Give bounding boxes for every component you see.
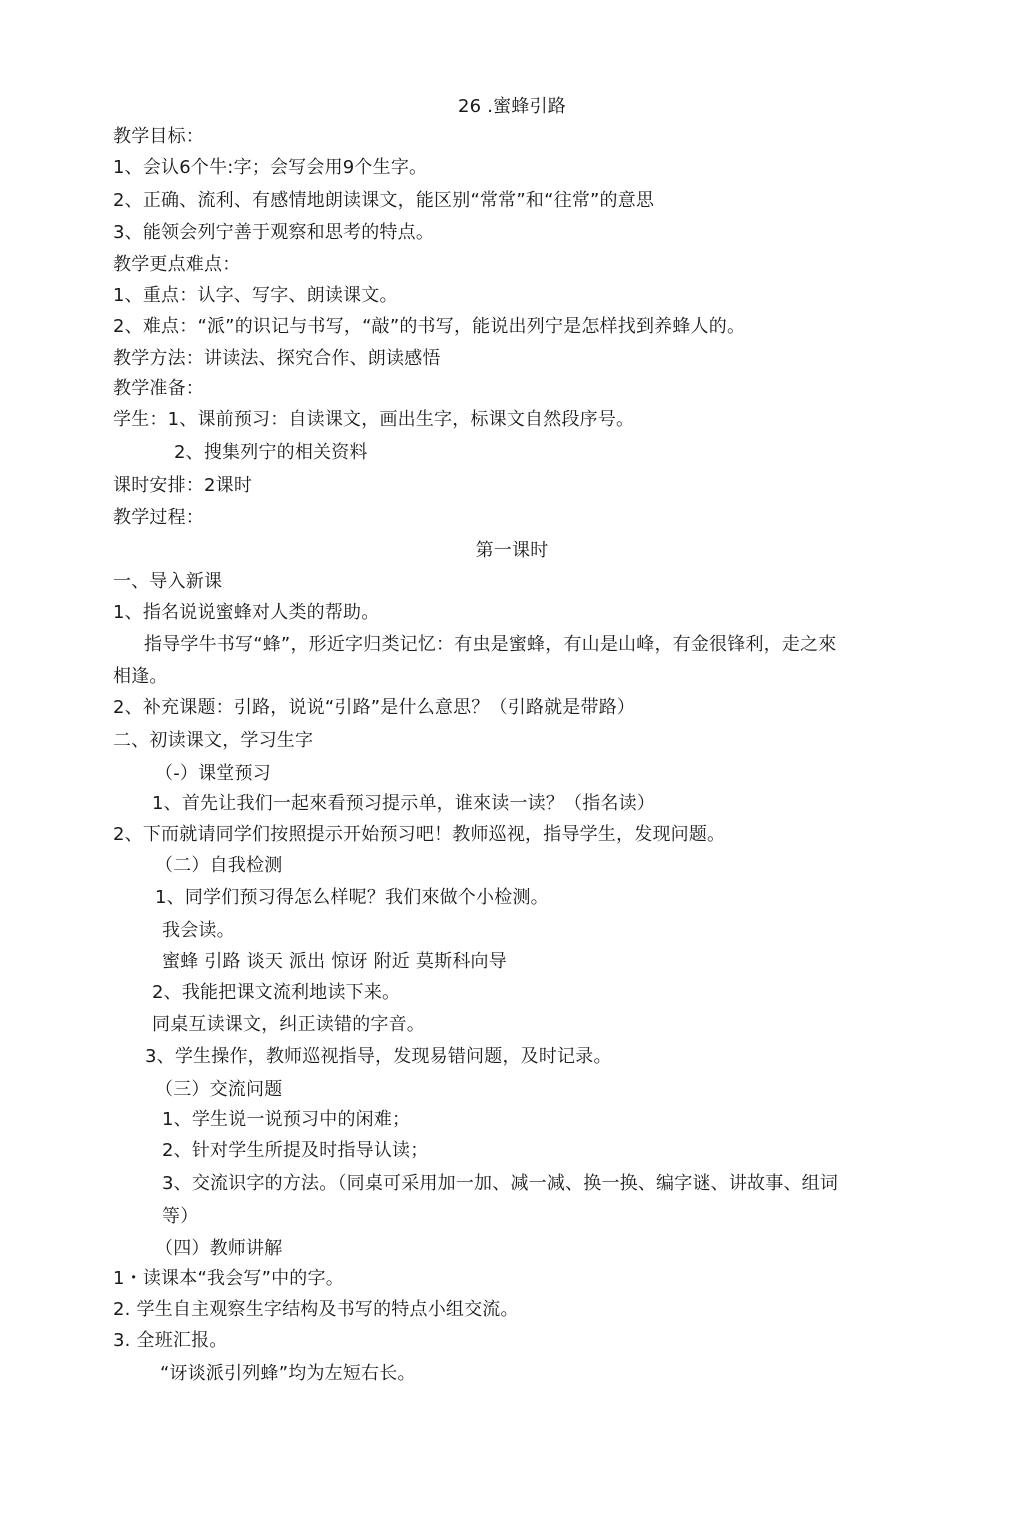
text-line: 教学准备： — [113, 378, 204, 399]
text-line: （三）交流问题 — [155, 1079, 283, 1100]
text-line: 我会读。 — [162, 920, 235, 941]
text-line: 1・读课本“我会写”中的字。 — [113, 1268, 344, 1289]
text-line: 二、初读课文，学习生字 — [113, 730, 314, 751]
text-line: 1、学生说一说预习中的闲难； — [162, 1109, 411, 1130]
text-line: 学生：1、课前预习：自读课文，画出生字，标课文自然段序号。 — [113, 409, 635, 430]
text-line: 2、补充课题：引路，说说“引路”是什么意思？（引路就是带路） — [113, 697, 636, 718]
text-line: 1、同学们预习得怎么样呢？我们來做个小检测。 — [155, 887, 549, 908]
text-line: “讶谈派引列蜂”均为左短右长。 — [160, 1363, 416, 1384]
text-line: 1、指名说说蜜蜂对人类的帮助。 — [113, 602, 380, 623]
text-line: 2、针对学生所提及时指导认读； — [162, 1140, 429, 1161]
section-heading: 第一课时 — [475, 540, 549, 561]
text-line: 同桌互读课文，纠正读错的字音。 — [152, 1014, 425, 1035]
text-line: 3、交流识字的方法。（同桌可采用加一加、减一减、换一换、编字谜、讲故事、组词 — [162, 1173, 839, 1194]
text-line: 3、能领会列宁善于观察和思考的特点。 — [113, 222, 435, 243]
text-line: 课时安排：2课时 — [113, 475, 253, 496]
text-line: 3、学生操作，教师巡视指导，发现易错问题，及时记录。 — [145, 1046, 612, 1067]
text-line: 教学过程： — [113, 507, 204, 528]
text-line: 2、我能把课文流利地读下来。 — [152, 982, 401, 1003]
text-line: 2、正确、流利、有感情地朗读课文，能区别“常常”和“往常”的意思 — [113, 190, 655, 211]
text-line: 指导学牛书写“蜂”，形近字归类记忆：有虫是蜜蜂，有山是山峰，有金很锋利，走之來 — [144, 634, 837, 655]
text-line: 教学目标： — [113, 126, 204, 147]
text-line: 相逢。 — [113, 666, 168, 687]
text-line: 1、首先让我们一起來看预习提示单，谁來读一读？（指名读） — [152, 793, 656, 814]
text-line: 3. 全班汇报。 — [113, 1330, 228, 1351]
text-line: 1、会认6个牛:字；会写会用9个生字。 — [113, 157, 428, 178]
text-line: 1、重点：认字、写字、朗读课文。 — [113, 285, 398, 306]
document-title: 26 .蜜蜂引路 — [458, 96, 566, 117]
text-line: 等） — [162, 1206, 199, 1227]
text-line: 2、难点：“派”的识记与书写，“敲”的书写，能说出列宁是怎样找到养蜂人的。 — [113, 316, 746, 337]
text-line: （四）教师讲解 — [155, 1238, 283, 1259]
text-line: 教学方法：讲读法、探究合作、朗读感悟 — [113, 348, 441, 369]
text-line: 2、下而就请同学们按照提示开始预习吧！教师巡视，指导学生，发现问题。 — [113, 824, 726, 845]
text-line: （二）自我检测 — [155, 855, 283, 876]
text-line: （-）课堂预习 — [155, 763, 271, 784]
text-line: 教学更点难点： — [113, 254, 241, 275]
text-line: 一、导入新课 — [113, 571, 223, 592]
text-line: 2. 学生自主观察生字结构及书写的特点小组交流。 — [113, 1299, 519, 1320]
text-line: 蜜蜂 引路 谈天 派出 惊讶 附近 莫斯科向导 — [162, 951, 507, 972]
text-line: 2、搜集列宁的相关资料 — [174, 442, 368, 463]
